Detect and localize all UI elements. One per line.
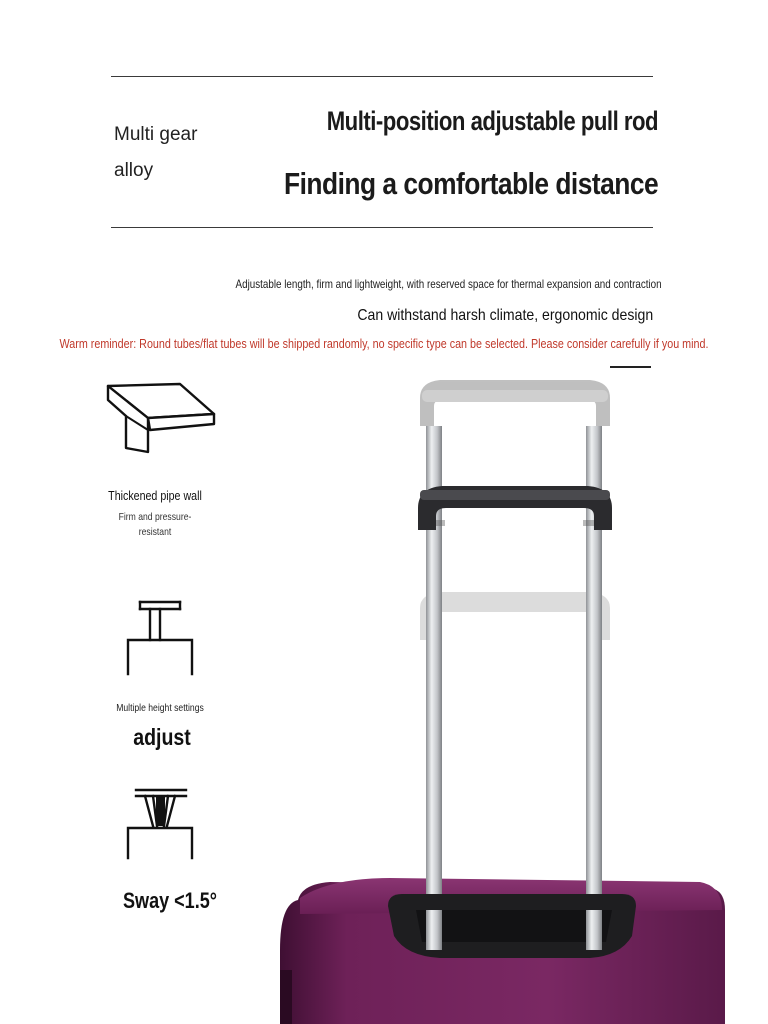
top-divider: [111, 76, 653, 77]
height-adjust-icon: [118, 596, 202, 678]
height-settings-label: Multiple height settings: [116, 702, 204, 714]
thickened-wall-title: Thickened pipe wall: [108, 488, 202, 503]
description-text: Adjustable length, firm and lightweight, with reserved space for thermal expansion and contraction: [235, 277, 662, 291]
subheadline: Finding a comfortable distance: [283, 166, 658, 201]
ghost-handle-top: [420, 380, 610, 426]
warning-text: Warm reminder: Round tubes/flat tubes will be shipped randomly, no specific type can be selected. Please consider carefully if you mind.: [59, 337, 709, 351]
climate-text: Can withstand harsh climate, ergonomic design: [357, 307, 653, 324]
short-divider: [610, 366, 651, 368]
handle-base: [388, 894, 636, 958]
gear-label-line1: Multi gear: [114, 124, 198, 145]
handle-grip: [418, 486, 612, 530]
bottom-divider: [111, 227, 653, 228]
sway-icon: [118, 782, 202, 862]
gear-label-line2: alloy: [114, 160, 154, 181]
sway-label: Sway <1.5°: [123, 888, 217, 913]
adjust-title: adjust: [133, 724, 191, 750]
thickened-wall-subtitle-line2: resistant: [138, 526, 172, 538]
headline: Multi-position adjustable pull rod: [326, 106, 658, 136]
luggage-handle-image: [270, 370, 740, 1024]
thickened-wall-subtitle-line1: Firm and pressure-: [118, 511, 192, 523]
pipe-wall-icon: [100, 378, 222, 464]
ghost-handle-middle: [420, 592, 610, 640]
